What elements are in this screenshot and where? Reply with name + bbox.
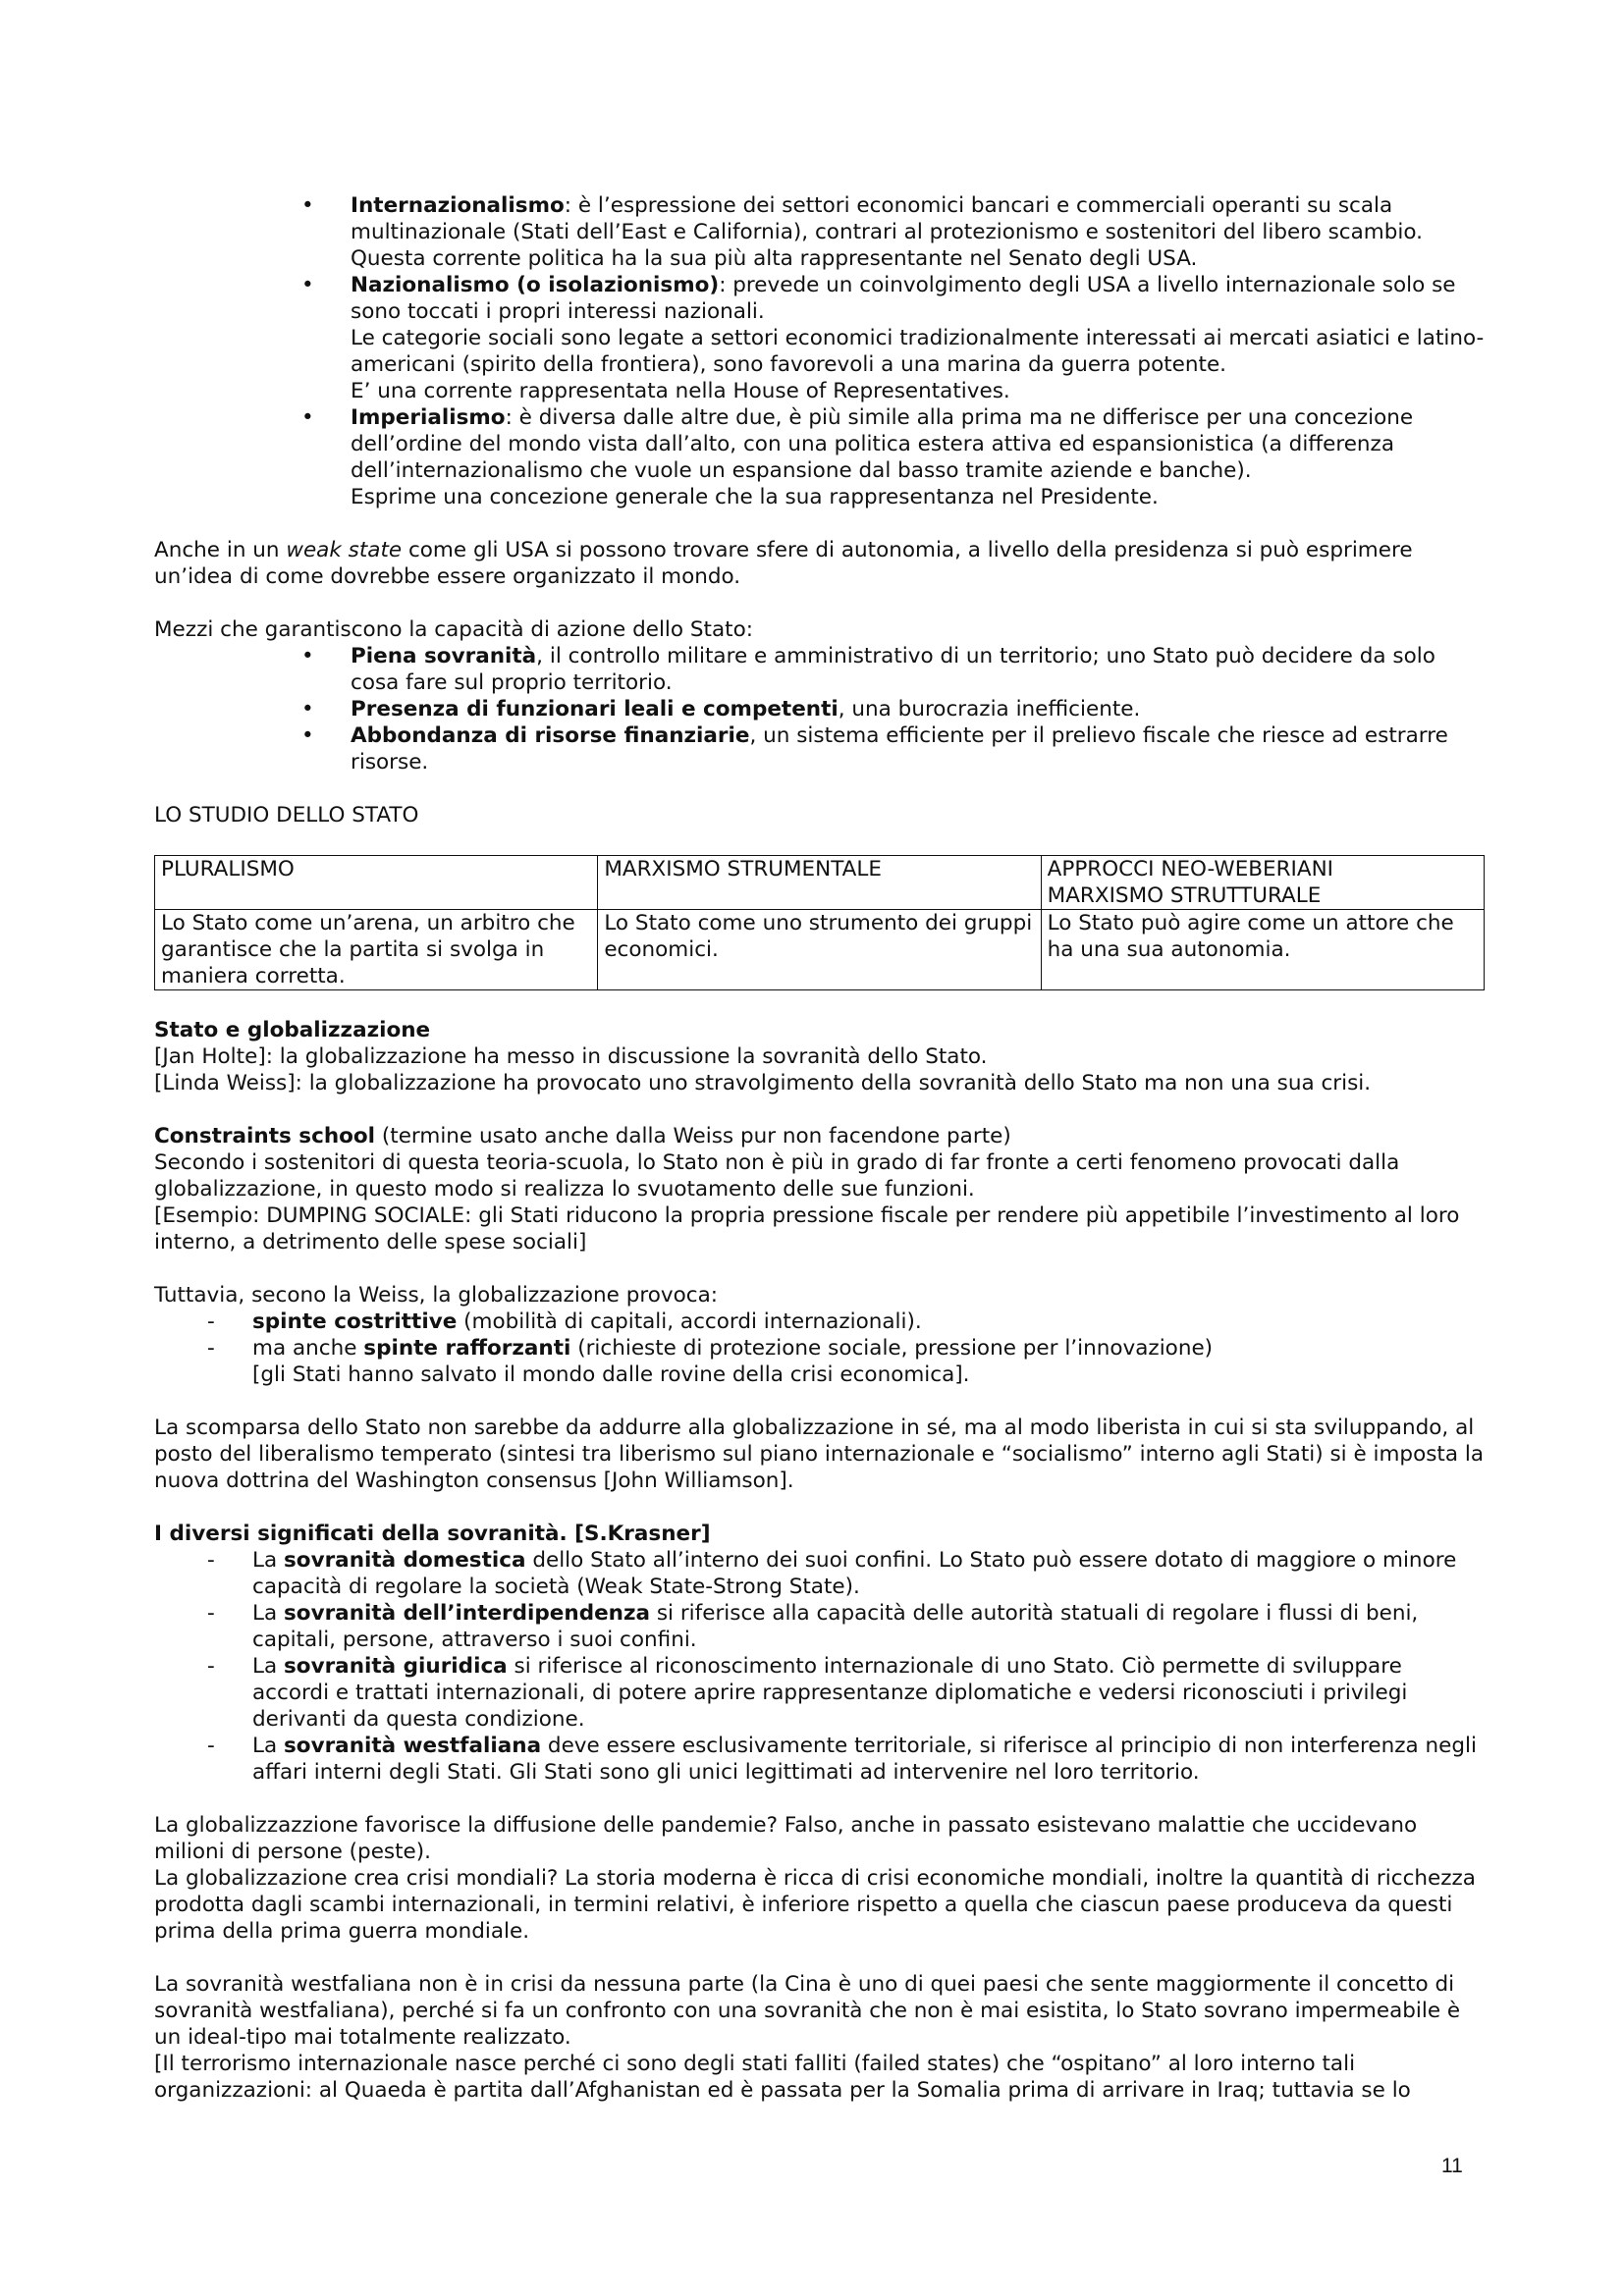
intro-bullet-list [154, 192, 1485, 510]
term-nazionalismo: Nazionalismo (o isolazionismo) [351, 273, 720, 297]
list-item: - La sovranità dell’interdipendenza si riferisce alla capacità delle autorità statuali di regolare i flussi di beni, capitali, persone, attraverso i suoi confini. [207, 1601, 1419, 1652]
weiss-intro: Tuttavia, secono la Weiss, la globalizzazione provoca: [154, 1283, 719, 1308]
weiss-list [154, 1308, 1485, 1388]
quote-holte: [Jan Holte]: la globalizzazione ha messo in discussione la sovranità dello Stato. [154, 1044, 988, 1069]
constraints-example: [Esempio: DUMPING SOCIALE: gli Stati riducono la propria pressione fiscale per rendere più appetibile l’investimento al loro interno, a detrimento delle spese sociali] [154, 1203, 1460, 1255]
list-item: • Nazionalismo (o isolazionismo): prevede un coinvolgimento degli USA a livello internazionale solo se sono toccati i propri interessi nazionali. Le categorie sociali sono legate a settori economici tradizionalmente interessati ai mercati asiatici e latino-americani (spirito della frontiera), sono favorevoli a una marina da guerra potente. E’ una corrente rappresentata nella House of Representatives. [301, 273, 1485, 403]
mezzi-intro: Mezzi che garantiscono la capacità di azione dello Stato: [154, 617, 753, 642]
dash-icon: - [207, 1336, 215, 1361]
bullet-icon: • [301, 193, 314, 218]
dash-icon: - [207, 1309, 215, 1334]
table-row [155, 856, 1485, 910]
table-row [155, 910, 1485, 990]
list-item: - ma anche spinte rafforzanti (richieste di protezione sociale, pressione per l’innovazione) [gli Stati hanno salvato il mondo dalle rovine della crisi economica]. [207, 1336, 1214, 1387]
mezzi-list [154, 643, 1485, 775]
weak-state-paragraph: Anche in un weak state come gli USA si possono trovare sfere di autonomia, a livello della presidenza si può esprimere un’idea di come dovrebbe essere organizzato il mondo. [154, 538, 1413, 589]
bullet-icon: • [301, 644, 314, 668]
dash-icon: - [207, 1734, 215, 1758]
list-item: • Presenza di funzionari leali e competenti, una burocrazia inefficiente. [301, 697, 1141, 721]
section-title-globalizzazione: Stato e globalizzazione [154, 1018, 431, 1042]
table-header-cell: PLURALISMO [155, 856, 598, 910]
section-heading-studio: LO STUDIO DELLO STATO [154, 803, 419, 828]
constraints-heading: Constraints school (termine usato anche dalla Weiss pur non facendone parte) [154, 1124, 1011, 1148]
list-item: - La sovranità westfaliana deve essere esclusivamente territoriale, si riferisce al principio di non interferenza negli affari interni degli Stati. Gli Stati sono gli unici legittimati ad intervenire nel loro territorio. [207, 1734, 1478, 1785]
crisi-paragraph: La globalizzazione crea crisi mondiali? La storia moderna è ricca di crisi economiche mondiali, inoltre la quantità di ricchezza prodotta dagli scambi internazionali, in termini relativi, è inferiore rispetto a quella che ciascun paese produceva da questi prima della prima guerra mondiale. [154, 1866, 1476, 1944]
constraints-body: Secondo i sostenitori di questa teoria-scuola, lo Stato non è più in grado di far fronte a certi fenomeno provocati dalla globalizzazione, in questo modo si realizza lo svuotamento delle sue funzioni. [154, 1150, 1400, 1201]
table-header-cell: MARXISMO STRUMENTALE [598, 856, 1041, 910]
list-item: • Abbondanza di risorse finanziarie, un sistema efficiente per il prelievo fiscale che riesce ad estrarre risorse. [301, 723, 1448, 774]
bullet-icon: • [301, 405, 314, 430]
section-title-sovranita: I diversi significati della sovranità. [S.Krasner] [154, 1522, 711, 1546]
table-cell: Lo Stato come uno strumento dei gruppi economici. [598, 910, 1041, 990]
table-cell: Lo Stato come un’arena, un arbitro che garantisce che la partita si svolga in maniera corretta. [155, 910, 598, 990]
document-page [154, 192, 1485, 2104]
bullet-icon: • [301, 697, 314, 721]
list-item: • Internazionalismo: è l’espressione dei settori economici bancari e commerciali operanti su scala multinazionale (Stati dell’East e California), contrari al protezionismo e sostenitori del libero scambio. Questa corrente politica ha la sua più alta rappresentante nel Senato degli USA. [301, 193, 1423, 271]
scomparsa-paragraph: La scomparsa dello Stato non sarebbe da addurre alla globalizzazione in sé, ma al modo liberista in cui si sta sviluppando, al posto del liberalismo temperato (sintesi tra liberismo sul piano internazionale e “socialismo” interno agli Stati) si è imposta la nuova dottrina del Washington consensus [John Williamson]. [154, 1415, 1485, 1493]
pandemie-paragraph: La globalizzazzione favorisce la diffusione delle pandemie? Falso, anche in passato esistevano malattie che uccidevano milioni di persone (peste). [154, 1813, 1418, 1864]
terrorismo-paragraph: [Il terrorismo internazionale nasce perché ci sono degli stati falliti (failed states) che “ospitano” al loro interno tali organizzazioni: al Quaeda è partita dall’Afghanistan ed è passata per la Somalia prima di arrivare in Iraq; tuttavia se lo [154, 2052, 1411, 2103]
page-number: 11 [1441, 2155, 1463, 2177]
term-imperialismo: Imperialismo [351, 405, 506, 430]
table-header-cell: APPROCCI NEO-WEBERIANI MARXISMO STRUTTURALE [1041, 856, 1484, 910]
list-item: - La sovranità domestica dello Stato all’interno dei suoi confini. Lo Stato può essere dotato di maggiore o minore capacità di regolare la società (Weak State-Strong State). [207, 1548, 1457, 1599]
dash-icon: - [207, 1601, 215, 1626]
sovranita-list [154, 1547, 1485, 1786]
list-item: - spinte costrittive (mobilità di capitali, accordi internazionali). [207, 1309, 922, 1334]
dash-icon: - [207, 1548, 215, 1573]
westfaliana-paragraph: La sovranità westfaliana non è in crisi da nessuna parte (la Cina è uno di quei paesi che sente maggiormente il concetto di sovranità westfaliana), perché si fa un confronto con una sovranità che non è mai esistita, lo Stato sovrano impermeabile è un ideal-tipo mai totalmente realizzato. [154, 1972, 1461, 2050]
quote-weiss: [Linda Weiss]: la globalizzazione ha provocato uno stravolgimento della sovranità dello Stato ma non una sua crisi. [154, 1071, 1372, 1095]
list-item: • Imperialismo: è diversa dalle altre due, è più simile alla prima ma ne differisce per una concezione dell’ordine del mondo vista dall’alto, con una politica estera attiva ed espansionistica (a differenza dell’internazionalismo che vuole un espansione dal basso tramite aziende e banche). Esprime una concezione generale che la sua rappresentanza nel Presidente. [301, 405, 1414, 509]
bullet-icon: • [301, 273, 314, 297]
table-cell: Lo Stato può agire come un attore che ha una sua autonomia. [1041, 910, 1484, 990]
list-item: • Piena sovranità, il controllo militare e amministrativo di un territorio; uno Stato può decidere da solo cosa fare sul proprio territorio. [301, 644, 1435, 695]
list-item: - La sovranità giuridica si riferisce al riconoscimento internazionale di uno Stato. Ciò permette di sviluppare accordi e trattati internazionali, di potere aprire rappresentanze diplomatiche e vedersi riconosciuti i privilegi derivanti da questa condizione. [207, 1654, 1408, 1732]
bullet-icon: • [301, 723, 314, 748]
dash-icon: - [207, 1654, 215, 1679]
studio-table [154, 855, 1485, 990]
term-internazionalismo: Internazionalismo [351, 193, 565, 218]
